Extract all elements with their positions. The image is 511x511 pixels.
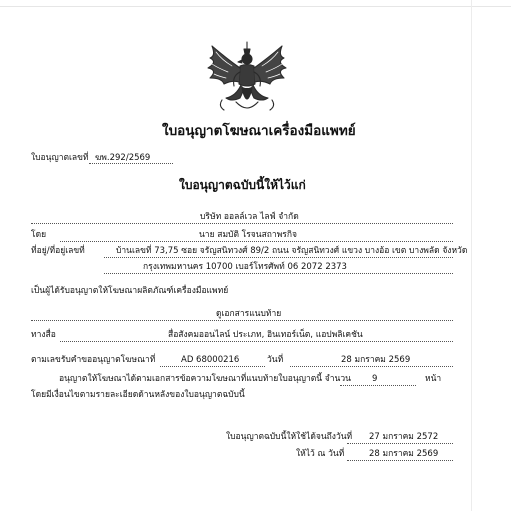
license-number-label: ใบอนุญาตเลขที่ [31, 153, 89, 163]
license-statement: เป็นผู้ได้รับอนุญาตให้โฆษณาผลิตภัณฑ์เครื่องมือแพทย์ [31, 286, 229, 296]
license-number: ฆพ.292/2569 [95, 153, 151, 163]
address-line-2-rule [104, 273, 453, 274]
request-date: 28 มกราคม 2569 [341, 355, 411, 365]
representative-line [60, 241, 453, 242]
address-label: ที่อยู่/ที่อยู่เลขที่ [31, 246, 85, 256]
request-date-line [290, 366, 453, 367]
valid-until-line [347, 443, 453, 444]
valid-until-date: 27 มกราคม 2572 [369, 432, 439, 442]
address-line-2: กรุงเทพมหานคร 10700 เบอร์โทรศัพท์ 06 2072 2373 [143, 262, 347, 272]
by-label: โดย [31, 230, 47, 240]
page-frame-top [0, 6, 511, 7]
valid-until-label: ใบอนุญาตฉบับนี้ให้ใช้ได้จนถึงวันที่ [226, 432, 353, 442]
pages-count-line [340, 385, 416, 386]
company-name: บริษัท ออลล์เวล ไลฟ์ จำกัด [200, 212, 299, 222]
attachment-reference: ดูเอกสารแนบท้าย [216, 309, 282, 319]
attachment-line [31, 320, 453, 321]
media-line [60, 341, 453, 342]
media-label: ทางสื่อ [31, 330, 56, 340]
request-number: AD 68000216 [181, 355, 240, 365]
garuda-emblem-icon [202, 40, 292, 116]
representative-name: นาย สมบัติ โรจนสถาพรกิจ [199, 230, 297, 240]
issued-to-heading: ใบอนุญาตฉบับนี้ให้ไว้แก่ [179, 178, 306, 192]
company-line [31, 223, 453, 224]
address-line-1-rule [104, 257, 453, 258]
issued-date-line [347, 460, 453, 461]
conditions-note: โดยมีเงื่อนไขตามรายละเอียดด้านหลังของใบอนุญาตฉบับนี้ [31, 390, 245, 400]
license-number-line [89, 163, 173, 164]
document-title: ใบอนุญาตโฆษณาเครื่องมือแพทย์ [162, 123, 356, 139]
issued-date-label: ให้ไว้ ณ วันที่ [296, 449, 345, 459]
request-number-line [160, 366, 265, 367]
request-date-label: วันที่ [267, 355, 284, 365]
pages-unit: หน้า [425, 374, 442, 384]
request-number-label: ตามเลขรับคำขออนุญาตโฆษณาที่ [31, 355, 156, 365]
pages-statement: อนุญาตให้โฆษณาได้ตามเอกสารข้อความโฆษณาที่แนบท้ายใบอนุญาตนี้ จำนวน [59, 374, 351, 384]
pages-count: 9 [372, 374, 378, 384]
page-frame-right [471, 0, 472, 511]
media-channels: สื่อสังคมออนไลน์ ประเภท, อินเทอร์เน็ต, แอปพลิเคชัน [168, 330, 363, 340]
address-line-1: บ้านเลขที่ 73,75 ซอย จรัญสนิทวงศ์ 89/2 ถนน จรัญสนิทวงศ์ แขวง บางอ้อ เขต บางพลัด จังหวัด [116, 246, 468, 256]
issued-date: 28 มกราคม 2569 [369, 449, 439, 459]
